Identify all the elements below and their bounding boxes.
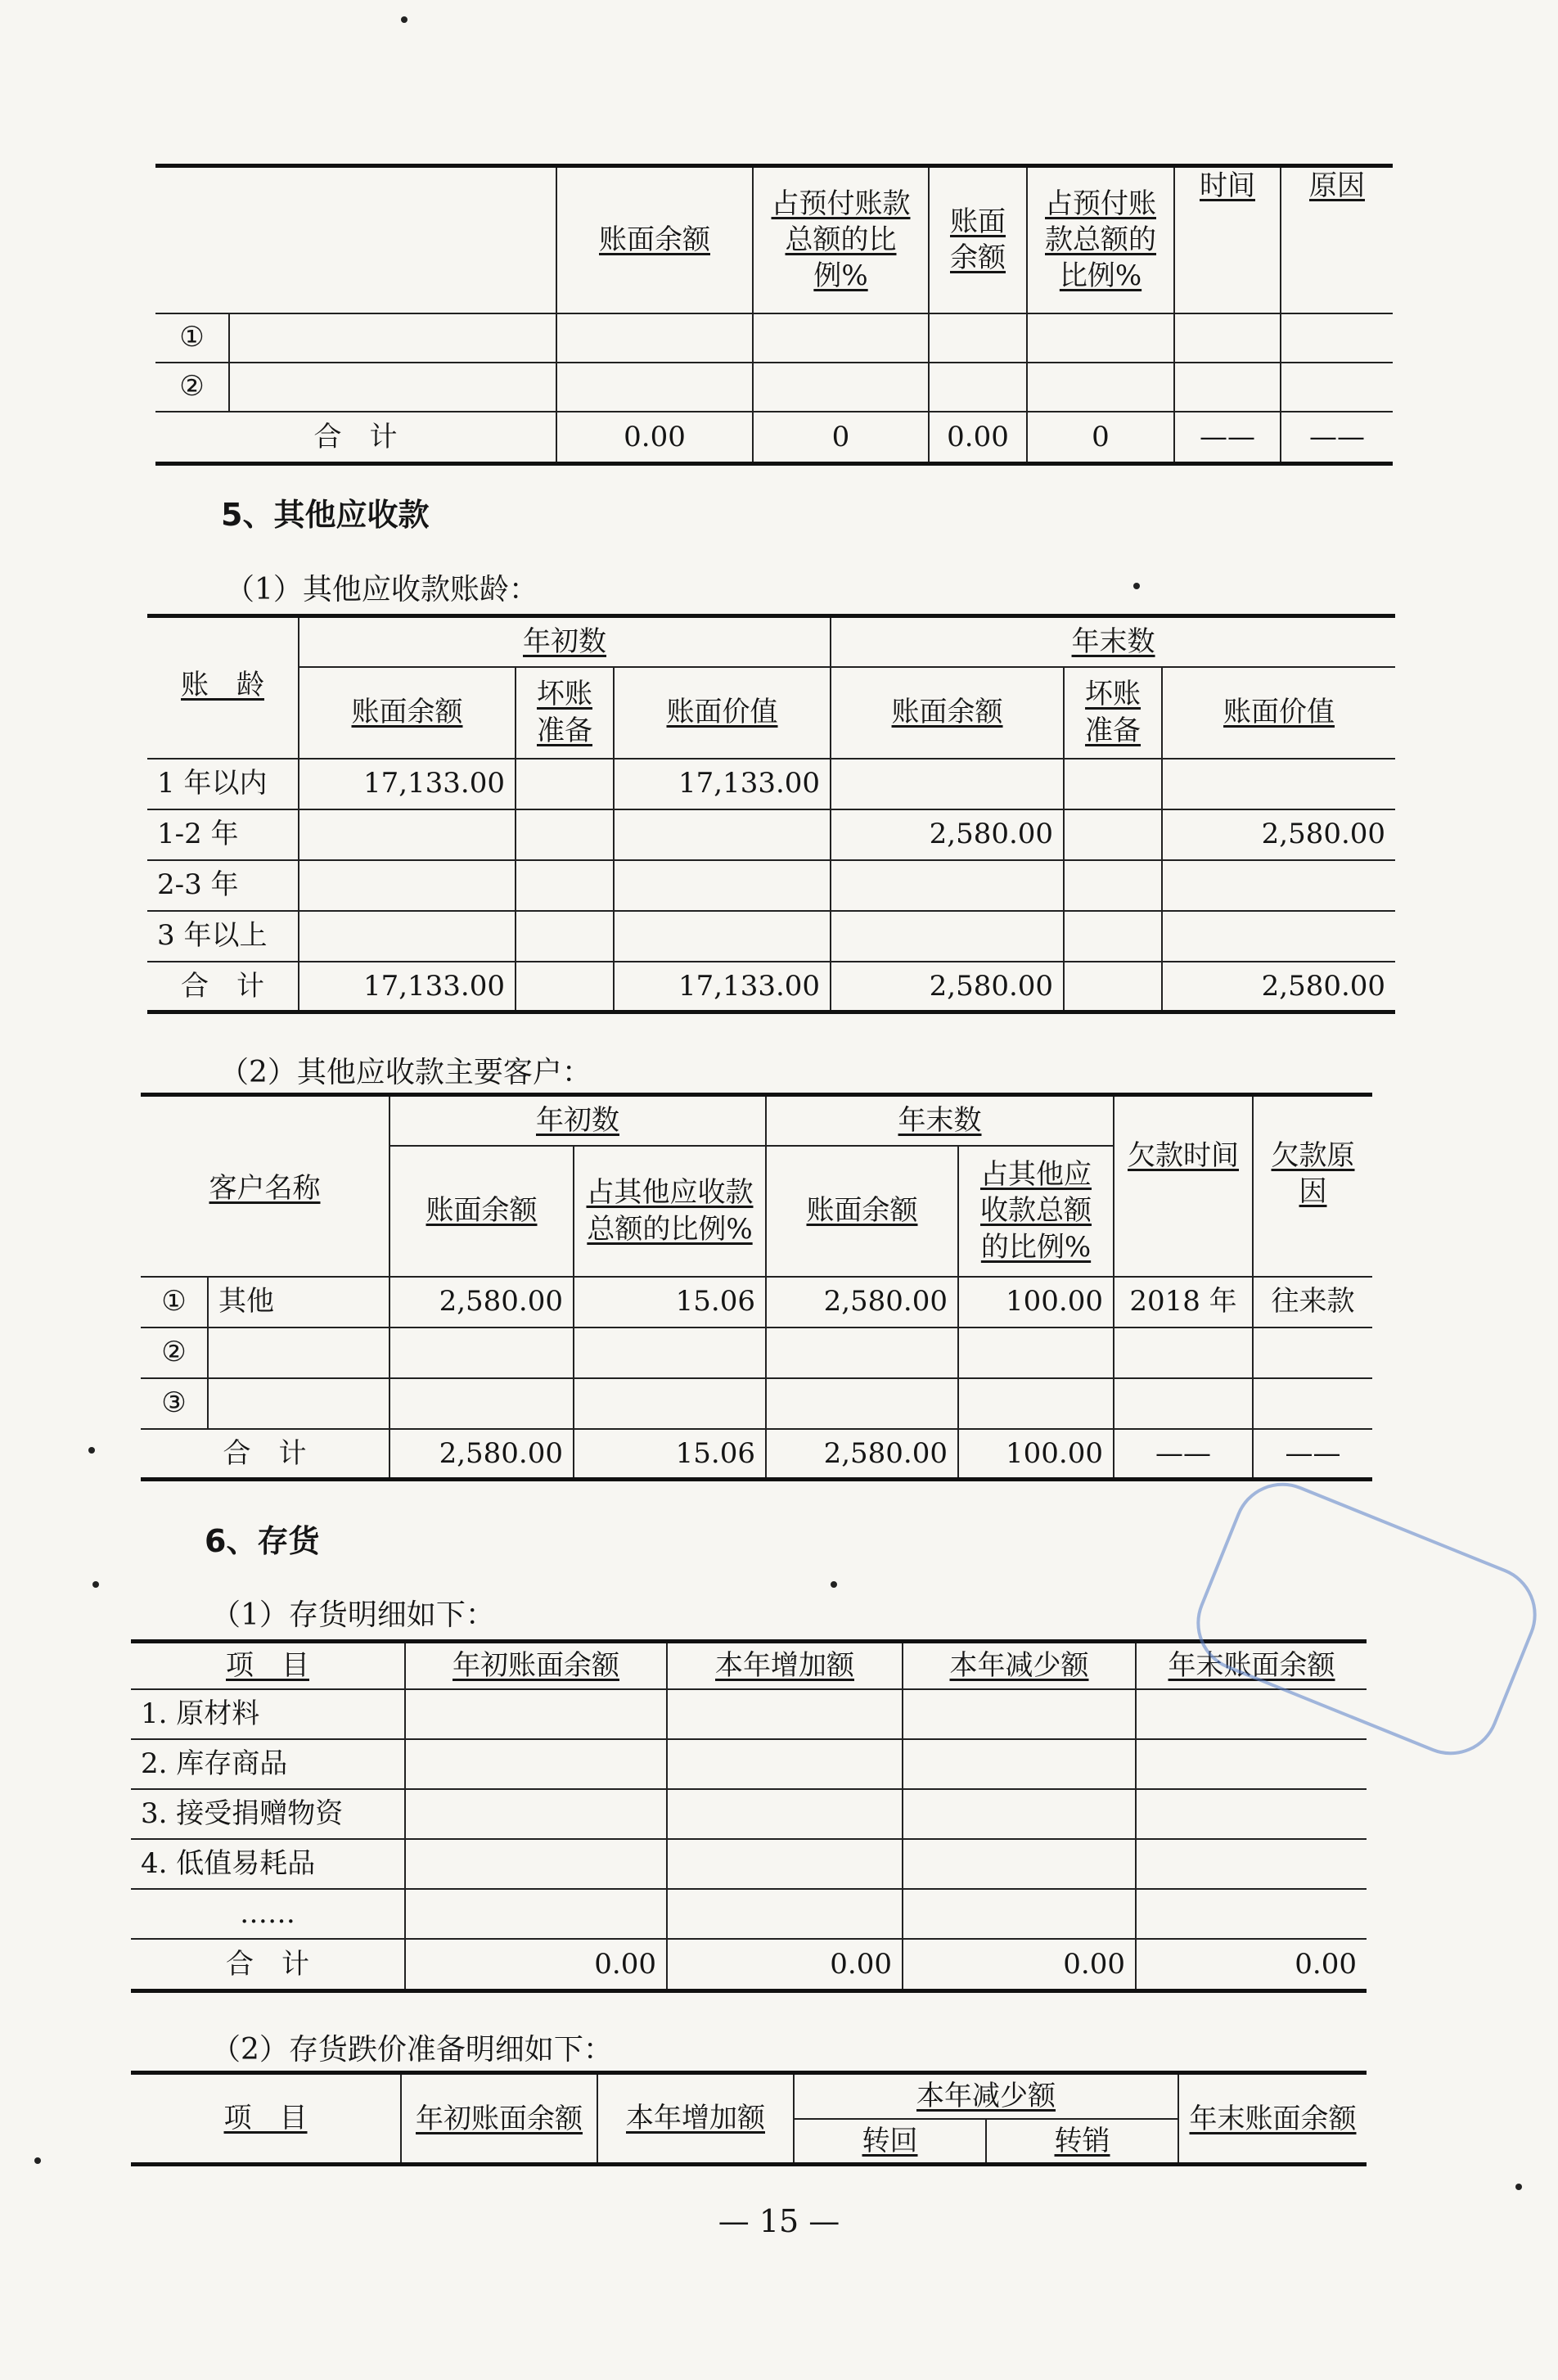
row-label: 4. 低值易耗品 xyxy=(131,1839,405,1889)
total-row xyxy=(131,1939,1367,1991)
total-cell: 2,580.00 xyxy=(831,962,1064,1012)
group-start-header: 年初数 xyxy=(299,616,831,667)
scan-speck xyxy=(1133,583,1140,589)
scan-speck xyxy=(831,1581,837,1588)
header-cell: 账面余额 xyxy=(556,166,753,313)
table-row xyxy=(131,1789,1367,1839)
col-reason-header: 欠款原因 xyxy=(1253,1095,1372,1277)
cell xyxy=(516,759,614,809)
cell: 2,580.00 xyxy=(831,809,1064,860)
col-header: 账面价值 xyxy=(1162,667,1395,759)
cell xyxy=(614,911,831,962)
total-cell: —— xyxy=(1253,1429,1372,1480)
table-row xyxy=(131,1889,1367,1939)
cell xyxy=(1162,860,1395,911)
cell xyxy=(766,1327,958,1378)
cell xyxy=(1253,1378,1372,1429)
cell xyxy=(1253,1327,1372,1378)
total-cell: 0.00 xyxy=(1136,1939,1367,1991)
cell xyxy=(574,1327,766,1378)
cell xyxy=(574,1378,766,1429)
cell xyxy=(299,860,516,911)
col-header: 账面余额 xyxy=(766,1146,958,1277)
table-row xyxy=(131,1689,1367,1739)
table-row xyxy=(131,1839,1367,1889)
cell xyxy=(614,809,831,860)
table-row xyxy=(155,313,1393,363)
header-cell: 占预付账款总额的比例% xyxy=(753,166,929,313)
impairment-table xyxy=(131,2071,1367,2166)
row-label: 1 年以内 xyxy=(147,759,299,809)
total-cell: 2,580.00 xyxy=(1162,962,1395,1012)
cell: 15.06 xyxy=(574,1277,766,1327)
cell xyxy=(1064,911,1162,962)
table-row xyxy=(155,363,1393,412)
total-cell: 0.00 xyxy=(667,1939,903,1991)
col-header: 账面价值 xyxy=(614,667,831,759)
cell xyxy=(1114,1378,1253,1429)
col-header: 账面余额 xyxy=(390,1146,574,1277)
cell xyxy=(766,1378,958,1429)
total-row xyxy=(147,962,1395,1012)
cell xyxy=(516,860,614,911)
subsection-title: （1）存货明细如下： xyxy=(211,1598,495,1632)
col-start-header: 年初账面余额 xyxy=(401,2073,597,2165)
row-label: 1-2 年 xyxy=(147,809,299,860)
table-row xyxy=(147,759,1395,809)
header-blank xyxy=(155,166,556,313)
col-item-header: 项 目 xyxy=(131,2073,401,2165)
subsection-title: （2）其他应收款主要客户： xyxy=(219,1056,592,1089)
group-end-header: 年末数 xyxy=(831,616,1395,667)
row-number: ② xyxy=(141,1327,208,1378)
row-label: …… xyxy=(131,1889,405,1939)
cell xyxy=(1064,860,1162,911)
col-time-header: 欠款时间 xyxy=(1114,1095,1253,1277)
cell xyxy=(958,1327,1114,1378)
total-row xyxy=(141,1429,1372,1480)
header-cell: 原因 xyxy=(1281,166,1393,313)
total-cell: 15.06 xyxy=(574,1429,766,1480)
cell xyxy=(1064,809,1162,860)
scan-speck xyxy=(34,2157,41,2164)
total-cell: 0.00 xyxy=(929,412,1027,464)
col-dec-a-header: 转回 xyxy=(794,2119,986,2165)
cell xyxy=(831,759,1064,809)
table-row xyxy=(131,1739,1367,1789)
total-cell: 0 xyxy=(1027,412,1174,464)
cell xyxy=(1114,1327,1253,1378)
cell xyxy=(390,1327,574,1378)
cell xyxy=(958,1378,1114,1429)
total-cell: —— xyxy=(1114,1429,1253,1480)
col-end-header: 年末账面余额 xyxy=(1178,2073,1367,2165)
total-cell xyxy=(1064,962,1162,1012)
cell xyxy=(516,911,614,962)
section-title: 5、其他应收款 xyxy=(221,497,430,533)
total-cell: 100.00 xyxy=(958,1429,1114,1480)
col-header: 占其他应收款总额的比例% xyxy=(574,1146,766,1277)
total-cell: 0.00 xyxy=(556,412,753,464)
cell: 2,580.00 xyxy=(390,1277,574,1327)
header-cell: 项 目 xyxy=(131,1642,405,1689)
col-age-header: 账 龄 xyxy=(147,616,299,759)
scan-speck xyxy=(1515,2184,1522,2190)
cell: 2018 年 xyxy=(1114,1277,1253,1327)
scan-speck xyxy=(401,16,408,23)
page-number: — 15 — xyxy=(718,2203,840,2239)
group-start-header: 年初数 xyxy=(390,1095,766,1146)
cell xyxy=(831,911,1064,962)
col-add-header: 本年增加额 xyxy=(597,2073,794,2165)
col-name-header: 客户名称 xyxy=(141,1095,390,1277)
total-cell: —— xyxy=(1174,412,1281,464)
header-cell: 本年减少额 xyxy=(903,1642,1136,1689)
cell: 17,133.00 xyxy=(299,759,516,809)
total-label: 合 计 xyxy=(131,1939,405,1991)
col-header: 坏账准备 xyxy=(516,667,614,759)
header-cell: 账面余额 xyxy=(929,166,1027,313)
section-title: 6、存货 xyxy=(205,1523,320,1559)
cell: 2,580.00 xyxy=(766,1277,958,1327)
cell xyxy=(614,860,831,911)
col-header: 占其他应收款总额的比例% xyxy=(958,1146,1114,1277)
cell: 17,133.00 xyxy=(614,759,831,809)
row-label: 2-3 年 xyxy=(147,860,299,911)
total-cell: —— xyxy=(1281,412,1393,464)
col-header: 账面余额 xyxy=(299,667,516,759)
table-row xyxy=(147,860,1395,911)
cell xyxy=(299,911,516,962)
table-row xyxy=(147,911,1395,962)
col-header: 账面余额 xyxy=(831,667,1064,759)
header-cell: 年初账面余额 xyxy=(405,1642,667,1689)
total-cell: 2,580.00 xyxy=(390,1429,574,1480)
total-label: 合 计 xyxy=(147,962,299,1012)
customer-name xyxy=(208,1327,390,1378)
cell: 100.00 xyxy=(958,1277,1114,1327)
header-cell: 本年增加额 xyxy=(667,1642,903,1689)
row-label: 1. 原材料 xyxy=(131,1689,405,1739)
cell: 往来款 xyxy=(1253,1277,1372,1327)
header-cell: 年末账面余额 xyxy=(1136,1642,1367,1689)
scan-speck xyxy=(92,1581,99,1588)
header-cell: 时间 xyxy=(1174,166,1281,313)
cell: 2,580.00 xyxy=(1162,809,1395,860)
col-header: 坏账准备 xyxy=(1064,667,1162,759)
customer-name: 其他 xyxy=(208,1277,390,1327)
row-number: ① xyxy=(141,1277,208,1327)
scan-speck xyxy=(88,1447,95,1454)
total-cell: 0.00 xyxy=(405,1939,667,1991)
total-label: 合 计 xyxy=(141,1429,390,1480)
table-row xyxy=(147,809,1395,860)
total-label: 合 计 xyxy=(155,412,556,464)
cell xyxy=(1162,759,1395,809)
header-cell: 占预付账款总额的比例% xyxy=(1027,166,1174,313)
cell xyxy=(1064,759,1162,809)
table-row xyxy=(141,1277,1372,1327)
row-label: ② xyxy=(155,363,229,412)
prepaid-table xyxy=(155,164,1393,466)
table-row xyxy=(141,1327,1372,1378)
total-cell: 17,133.00 xyxy=(614,962,831,1012)
col-dec-header: 本年减少额 xyxy=(794,2073,1178,2119)
total-cell: 0.00 xyxy=(903,1939,1136,1991)
aging-table xyxy=(147,614,1395,1014)
customer-name xyxy=(208,1378,390,1429)
row-label: ① xyxy=(155,313,229,363)
total-cell xyxy=(516,962,614,1012)
total-row xyxy=(155,412,1393,464)
customers-table xyxy=(141,1093,1372,1481)
row-label: 3. 接受捐赠物资 xyxy=(131,1789,405,1839)
total-cell: 0 xyxy=(753,412,929,464)
table-row xyxy=(141,1378,1372,1429)
row-label: 3 年以上 xyxy=(147,911,299,962)
cell xyxy=(831,860,1064,911)
total-cell: 17,133.00 xyxy=(299,962,516,1012)
inventory-table xyxy=(131,1639,1367,1993)
cell xyxy=(1162,911,1395,962)
row-number: ③ xyxy=(141,1378,208,1429)
group-end-header: 年末数 xyxy=(766,1095,1114,1146)
col-dec-b-header: 转销 xyxy=(986,2119,1178,2165)
cell xyxy=(299,809,516,860)
row-label: 2. 库存商品 xyxy=(131,1739,405,1789)
cell xyxy=(516,809,614,860)
total-cell: 2,580.00 xyxy=(766,1429,958,1480)
cell xyxy=(390,1378,574,1429)
subsection-title: （2）存货跌价准备明细如下： xyxy=(211,2033,613,2067)
subsection-title: （1）其他应收款账龄： xyxy=(225,573,538,606)
